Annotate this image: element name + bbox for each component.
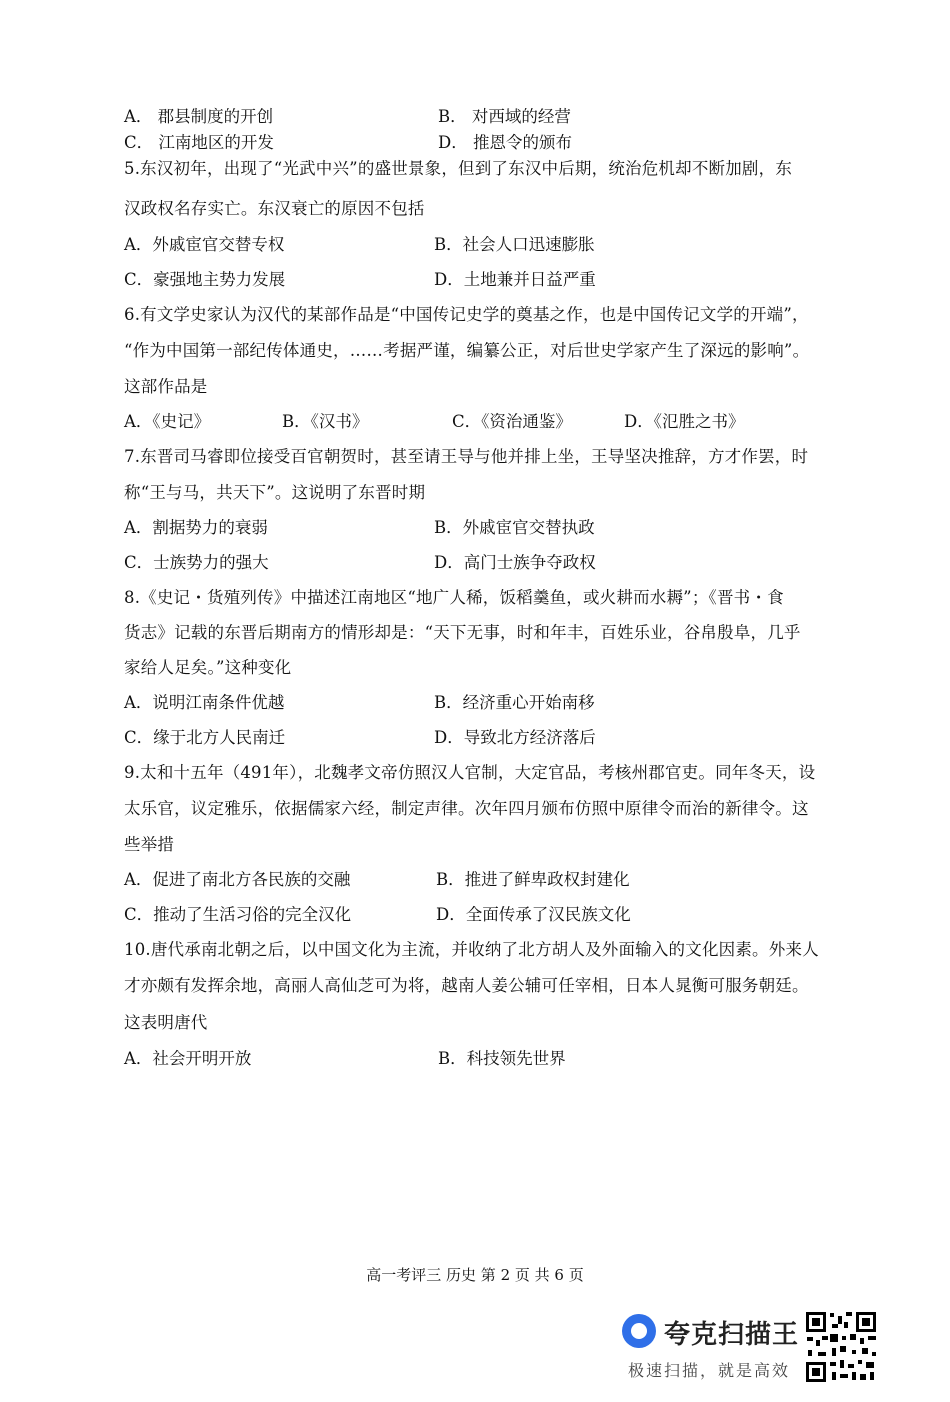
- watermark-title: 夸克扫描王: [664, 1320, 800, 1350]
- q5-option-b: B．社会人口迅速膨胀: [434, 235, 595, 254]
- q9-option-d: D．全面传承了汉民族文化: [436, 905, 631, 924]
- q8-stem-line-3: 家给人足矣。”这种变化: [124, 658, 292, 677]
- q10-stem-line-1: 10.唐代承南北朝之后，以中国文化为主流，并收纳了北方胡人及外面输入的文化因素。外来人: [124, 940, 819, 959]
- q5-option-a: A．外戚宦官交替专权: [124, 235, 285, 254]
- q5-stem-line-2: 汉政权名存实亡。东汉衰亡的原因不包括: [124, 199, 425, 218]
- q7-option-d: D．高门士族争夺政权: [434, 553, 596, 572]
- q9-stem-line-1: 9.太和十五年（491年），北魏孝文帝仿照汉人官制，大定官品，考核州郡官吏。同年冬天，设: [124, 763, 816, 782]
- q8-option-a: A．说明江南条件优越: [124, 693, 285, 712]
- q8-option-d: D．导致北方经济落后: [434, 728, 596, 747]
- q6-option-b: B．《汉书》: [282, 412, 369, 431]
- q6-option-a: A．《史记》: [124, 412, 211, 431]
- q4-option-a: A． 郡县制度的开创: [124, 107, 274, 126]
- q7-stem-line-2: 称“王与马，共天下”。这说明了东晋时期: [124, 483, 426, 502]
- q5-stem-line-1: 5.东汉初年，出现了“光武中兴”的盛世景象，但到了东汉中后期，统治危机却不断加剧，东: [124, 159, 793, 178]
- q9-option-a: A．促进了南北方各民族的交融: [124, 870, 351, 889]
- q7-option-b: B．外戚宦官交替执政: [434, 518, 595, 537]
- q9-stem-line-3: 些举措: [124, 835, 175, 854]
- q9-stem-line-2: 太乐官，议定雅乐，依据儒家六经，制定声律。次年四月颁布仿照中原律令而治的新律令。这: [124, 799, 809, 818]
- q5-option-d: D．土地兼并日益严重: [434, 270, 596, 289]
- q6-option-c: C．《资治通鉴》: [452, 412, 572, 431]
- scanner-watermark: [622, 1308, 802, 1388]
- q10-option-a: A．社会开明开放: [124, 1049, 252, 1068]
- q6-option-d: D．《氾胜之书》: [624, 412, 745, 431]
- quark-logo-icon: [622, 1314, 656, 1348]
- q6-stem-line-1: 6.有文学史家认为汉代的某部作品是“中国传记史学的奠基之作，也是中国传记文学的开端”，: [124, 305, 809, 324]
- q7-option-c: C．士族势力的强大: [124, 553, 269, 572]
- q10-option-b: B．科技领先世界: [438, 1049, 566, 1068]
- page-footer: 高一考评三 历史 第 2 页 共 6 页: [366, 1266, 584, 1284]
- q8-option-c: C．缘于北方人民南迁: [124, 728, 286, 747]
- q4-option-b: B． 对西域的经营: [438, 107, 571, 126]
- qr-code-icon: [804, 1310, 878, 1384]
- q8-option-b: B．经济重心开始南移: [434, 693, 595, 712]
- q6-stem-line-2: “作为中国第一部纪传体通史，……考据严谨，编纂公正，对后世史学家产生了深远的影响”。: [124, 341, 810, 360]
- q9-option-b: B．推进了鲜卑政权封建化: [436, 870, 630, 889]
- q8-stem-line-1: 8.《史记・货殖列传》中描述江南地区“地广人稀，饭稻羹鱼，或火耕而水耨”；《晋书・食: [124, 588, 784, 607]
- q10-stem-line-3: 这表明唐代: [124, 1013, 208, 1032]
- q7-stem-line-1: 7.东晋司马睿即位接受百官朝贺时，甚至请王导与他并排上坐，王导坚决推辞，方才作罢，时: [124, 447, 809, 466]
- q8-stem-line-2: 货志》记载的东晋后期南方的情形却是：“天下无事，时和年丰，百姓乐业，谷帛殷阜，几乎: [124, 623, 801, 642]
- q10-stem-line-2: 才亦颇有发挥余地，高丽人高仙芝可为将，越南人姜公辅可任宰相，日本人晁衡可服务朝廷。: [124, 976, 809, 995]
- q6-stem-line-3: 这部作品是: [124, 377, 208, 396]
- q5-option-c: C．豪强地主势力发展: [124, 270, 286, 289]
- q9-option-c: C．推动了生活习俗的完全汉化: [124, 905, 352, 924]
- q7-option-a: A．割据势力的衰弱: [124, 518, 268, 537]
- q4-option-d: D． 推恩令的颁布: [438, 133, 572, 152]
- q4-option-c: C． 江南地区的开发: [124, 133, 274, 152]
- watermark-subtitle: 极速扫描，就是高效: [628, 1361, 791, 1380]
